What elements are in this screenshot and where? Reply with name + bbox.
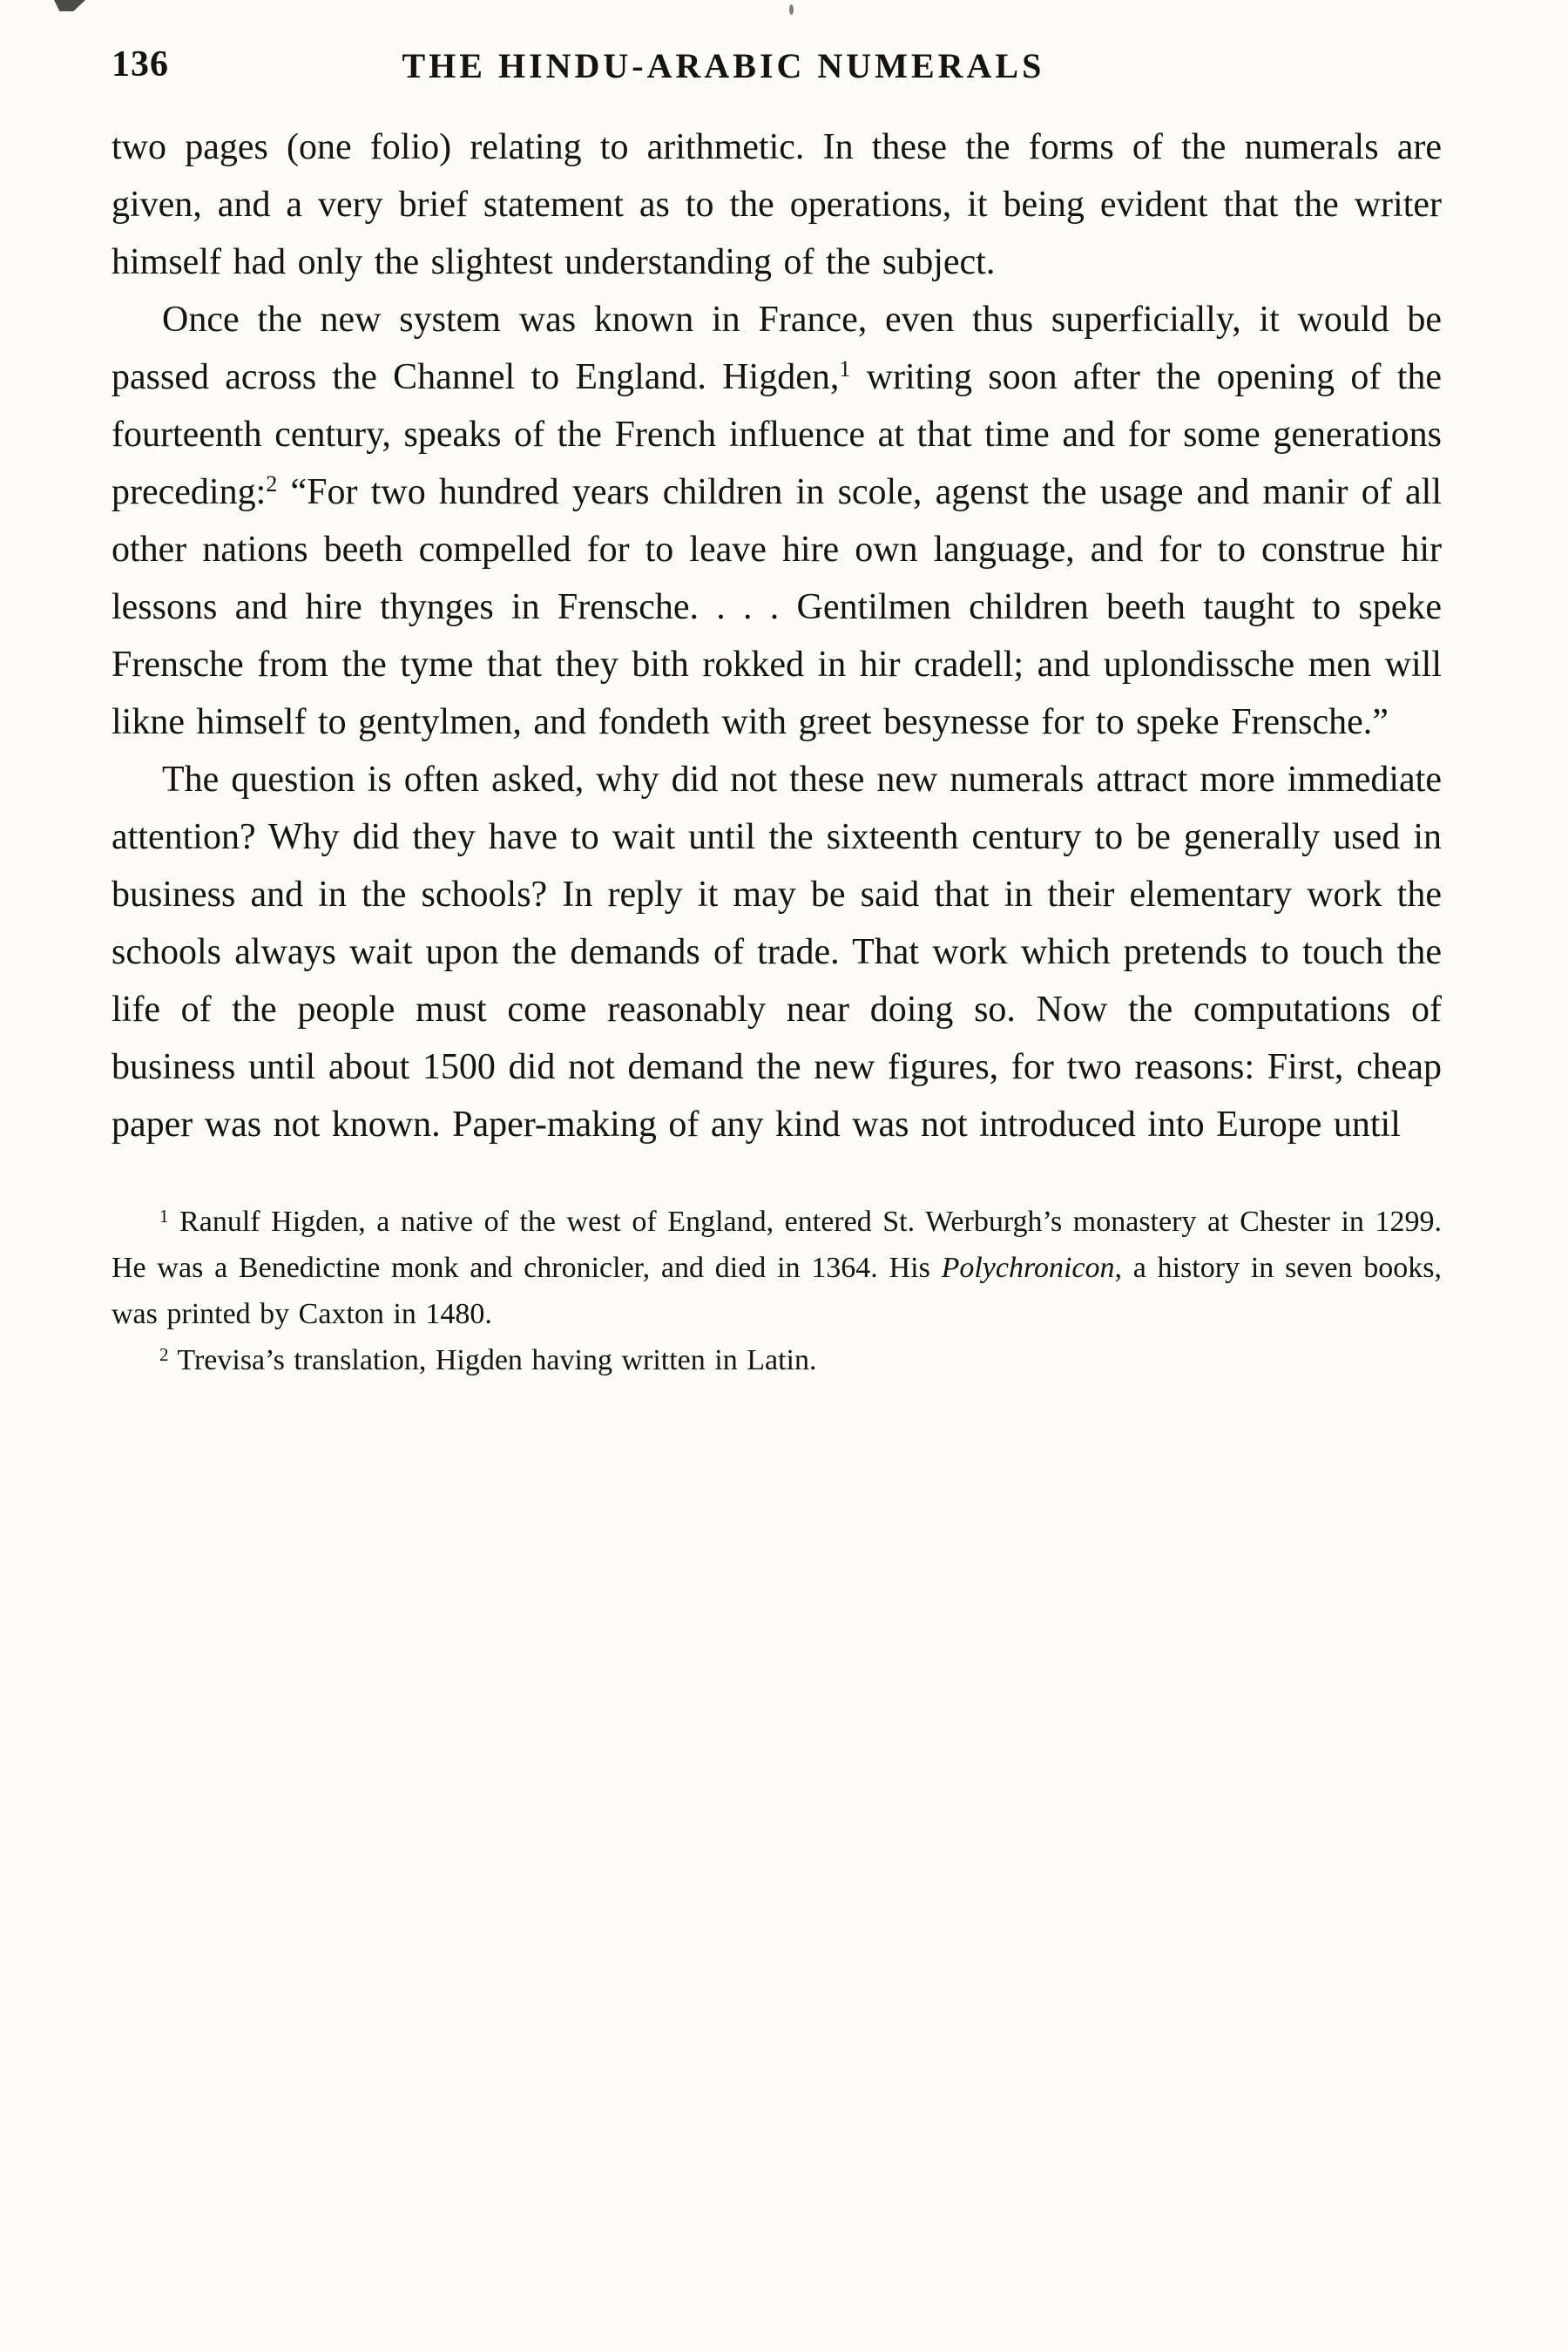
footnote-1 [112, 1199, 1442, 1337]
paragraph-text: two pages (one folio) relating to arithmetic. In these the forms of the numerals are given, and a very brief statement as to the operations, it being evident that the writer himself had only the slightest understanding of the subject. [112, 127, 1442, 282]
footnote-text: Trevisa’s translation, Higden having written in Latin. [168, 1344, 817, 1376]
page-number: 136 [112, 44, 169, 84]
paragraph-text: The question is often asked, why did not these new numerals attract more immediate attention? Why did they have to wait until the sixteenth century to be generally used in business and in the schools? In reply it may be said that in their elementary work the schools always wait upon the demands of trade. That work which pretends to touch the life of the people must come reasonably near doing so. Now the computations of business until about 1500 did not demand the new figures, for two reasons: First, cheap paper was not known. Paper-making of any kind was not introduced into Europe until [112, 760, 1442, 1145]
scan-artifact [54, 0, 85, 11]
footnote-marker-1: 1 [159, 1206, 169, 1227]
scan-artifact [789, 4, 794, 15]
paragraph-text: “For two hundred years children in scole, agenst the usage and manir of all other nations beeth compelled for to leave hire own language, and for to construe hir lessons and hire thynges in Frensche. . . . Gentilmen children beeth taught to speke Frensche from the tyme that they bith rokked in hir cradell; and uplondissche men will likne himself to gentylmen, and fondeth with greet besynesse for to speke Frensche.” [112, 472, 1442, 742]
footnote-2 [112, 1337, 1442, 1383]
paragraph-text: writing soon after the opening of the fourteenth century, speaks of the French influence at that time and for some generations preceding: [112, 357, 1443, 512]
body-text [112, 118, 1442, 1153]
paragraph-text: Once the new system was known in France, even thus superficially, it would be passed across the Channel to England. Higden, [112, 300, 1442, 397]
footnote-text: , a history in seven books, was printed by Caxton in 1480. [112, 1252, 1442, 1330]
paragraph-1 [112, 118, 1442, 291]
footnote-marker-2: 2 [159, 1344, 169, 1365]
page-header [112, 44, 1442, 94]
paragraph-2 [112, 291, 1442, 751]
work-title: Polychronicon [941, 1252, 1115, 1284]
footnote-text: Ranulf Higden, a native of the west of England, entered St. Werburgh’s monastery at Chester in 1299. He was a Benedictine monk and chronicler, and died in 1364. His [112, 1206, 1442, 1284]
footnote-ref-1: 1 [839, 356, 851, 382]
footnote-ref-2: 2 [266, 471, 278, 497]
footnotes [112, 1199, 1442, 1383]
running-title: THE HINDU-ARABIC NUMERALS [402, 46, 1045, 85]
paragraph-3 [112, 751, 1442, 1153]
